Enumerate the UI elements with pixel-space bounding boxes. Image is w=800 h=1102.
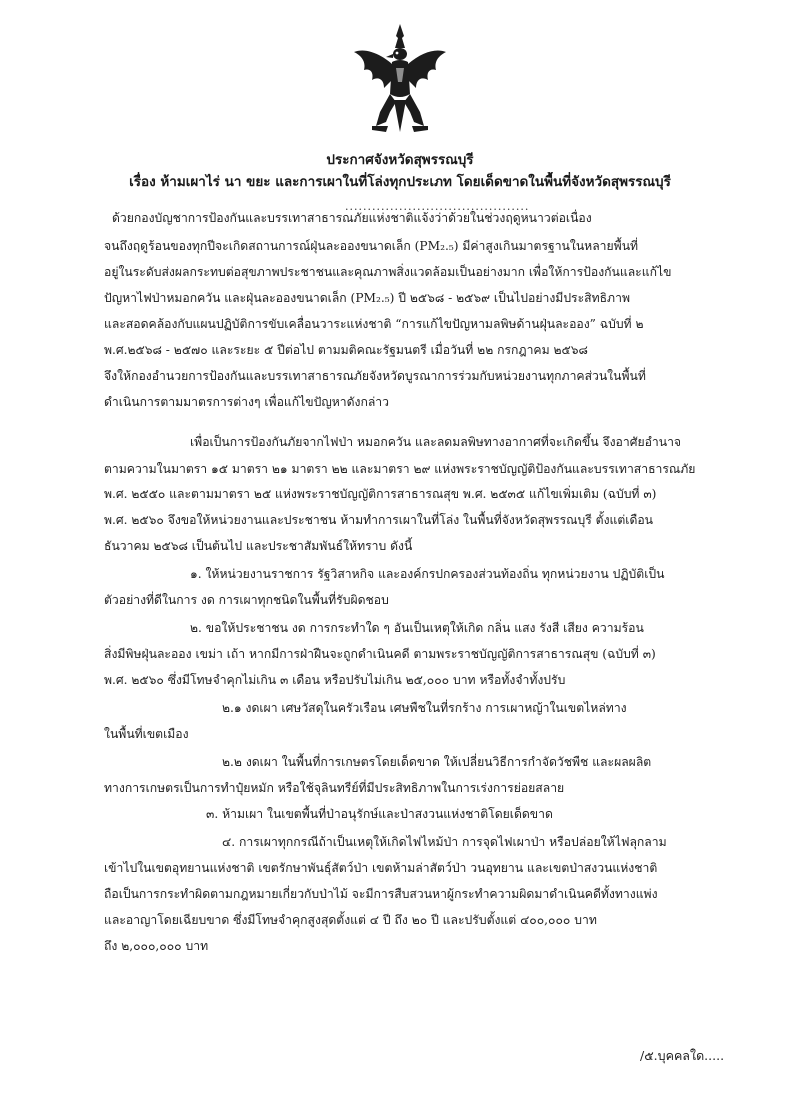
body-line: ธันวาคม ๒๕๖๘ เป็นต้นไป และประชาสัมพันธ์ให้ทราบ ดังนี้ [104,539,413,553]
body-line: พ.ศ. ๒๕๖๐ ซึ่งมีโทษจำคุกไม่เกิน ๓ เดือน หรือปรับไม่เกิน ๒๕,๐๐๐ บาท หรือทั้งจำทั้งปรับ [104,673,566,687]
body-line: เข้าไปในเขตอุทยานแห่งชาติ เขตรักษาพันธุ์สัตว์ป่า เขตห้ามล่าสัตว์ป่า วนอุทยาน และเขตป่าสงวนแห่งชาติ [104,861,658,875]
body-line: ดำเนินการตามมาตรการต่างๆ เพื่อแก้ไขปัญหาดังกล่าว [104,395,389,409]
body-line: ในพื้นที่เขตเมือง [104,727,189,741]
clause-2-2: ๒.๒ งดเผา ในพื้นที่การเกษตรโดยเด็ดขาด ให้เปลี่ยนวิธีการกำจัดวัชพืช และผลผลิต [222,755,652,769]
garuda-emblem-icon [352,22,448,142]
body-line: ทางการเกษตรเป็นการทำปุ๋ยหมัก หรือใช้จุลินทรีย์ที่มีประสิทธิภาพในการเร่งการย่อยสลาย [104,781,565,795]
body-line: และสอดคล้องกับแผนปฏิบัติการขับเคลื่อนวาระแห่งชาติ “การแก้ไขปัญหามลพิษด้านฝุ่นละออง” ฉบับที่ ๒ [104,317,644,331]
body-line: พ.ศ. ๒๕๕๐ และตามมาตรา ๒๕ แห่งพระราชบัญญัติการสาธารณสุข พ.ศ. ๒๕๓๕ แก้ไขเพิ่มเติม (ฉบับที่ ๓) [104,487,657,501]
announcement-title: ประกาศจังหวัดสุพรรณบุรี [326,152,474,168]
clause-2-1: ๒.๑ งดเผา เศษวัสดุในครัวเรือน เศษพืชในที่รกร้าง การเผาหญ้าในเขตไหล่ทาง [222,701,627,715]
body-line: จนถึงฤดูร้อนของทุกปีจะเกิดสถานการณ์ฝุ่นละอองขนาดเล็ก (PM₂.₅) มีค่าสูงเกินมาตรฐานในหลายพื้นที่ [104,239,639,253]
body-line: ถึง ๒,๐๐๐,๐๐๐ บาท [104,939,209,953]
body-line: ปัญหาไฟป่าหมอกควัน และฝุ่นละอองขนาดเล็ก (PM₂.₅) ปี ๒๕๖๘ - ๒๕๖๙ เป็นไปอย่างมีประสิทธิภาพ [104,291,630,305]
clause-4: ๔. การเผาทุกกรณีถ้าเป็นเหตุให้เกิดไฟไหม้ป่า การจุดไฟเผาป่า หรือปล่อยให้ไฟลุกลาม [222,835,667,849]
clause-1: ๑. ให้หน่วยงานราชการ รัฐวิสาหกิจ และองค์กรปกครองส่วนท้องถิ่น ทุกหน่วยงาน ปฏิบัติเป็น [190,567,665,581]
body-line: ตัวอย่างที่ดีในการ งด การเผาทุกชนิดในพื้นที่รับผิดชอบ [104,593,389,607]
body-line: จึงให้กองอำนวยการป้องกันและบรรเทาสาธารณภัยจังหวัดบูรณาการร่วมกับหน่วยงานทุกภาคส่วนในพื้นที่ [104,369,646,383]
body-line: พ.ศ.๒๕๖๘ - ๒๕๗๐ และระยะ ๕ ปีต่อไป ตามมติคณะรัฐมนตรี เมื่อวันที่ ๒๒ กรกฎาคม ๒๕๖๘ [104,343,588,357]
body-line: ตามความในมาตรา ๑๕ มาตรา ๒๑ มาตรา ๒๒ และมาตรา ๒๙ แห่งพระราชบัญญัติป้องกันและบรรเทาสาธารณภัย [104,462,696,476]
body-line: ถือเป็นการกระทำผิดตามกฎหมายเกี่ยวกับป่าไม้ จะมีการสืบสวนหาผู้กระทำความผิดมาดำเนินคดีทั้งทางแพ่ง [104,887,658,901]
separator-dots: ......................................... [345,200,530,213]
clause-2: ๒. ขอให้ประชาชน งด การกระทำใด ๆ อันเป็นเหตุให้เกิด กลิ่น แสง รังสี เสียง ความร้อน [190,621,644,635]
body-line: เพื่อเป็นการป้องกันภัยจากไฟป่า หมอกควัน และลดมลพิษทางอากาศที่จะเกิดขึ้น จึงอาศัยอำนาจ [190,435,682,449]
body-line: อยู่ในระดับส่งผลกระทบต่อสุขภาพประชาชนและคุณภาพสิ่งแวดล้อมเป็นอย่างมาก เพื่อให้การป้องกันและแก้ไข [104,265,672,279]
body-line: และอาญาโดยเฉียบขาด ซึ่งมีโทษจำคุกสูงสุดตั้งแต่ ๔ ปี ถึง ๒๐ ปี และปรับตั้งแต่ ๔๐๐,๐๐๐ บาท [104,913,597,927]
clause-3: ๓. ห้ามเผา ในเขตพื้นที่ป่าอนุรักษ์และป่าสงวนแห่งชาติโดยเด็ดขาด [206,807,553,821]
announcement-subject: เรื่อง ห้ามเผาไร่ นา ขยะ และการเผาในที่โล่งทุกประเภท โดยเด็ดขาดในพื้นที่จังหวัดสุพรรณบุรี [129,174,671,190]
body-line: สิ่งมีพิษฝุ่นละออง เขม่า เถ้า หากมีการฝ่าฝืนจะถูกดำเนินคดี ตามพระราชบัญญัติการสาธารณสุข (ฉบับที่ ๓) [104,647,656,661]
body-line: ด้วยกองบัญชาการป้องกันและบรรเทาสาธารณภัยแห่งชาติแจ้งว่าด้วยในช่วงฤดูหนาวต่อเนื่อง [112,211,592,225]
body-line: พ.ศ. ๒๕๖๐ จึงขอให้หน่วยงานและประชาชน ห้ามทำการเผาในที่โล่ง ในพื้นที่จังหวัดสุพรรณบุรี ตั้งแต่เดือน [104,513,654,527]
continuation-marker: /๕.บุคคลใด..... [640,1048,725,1063]
